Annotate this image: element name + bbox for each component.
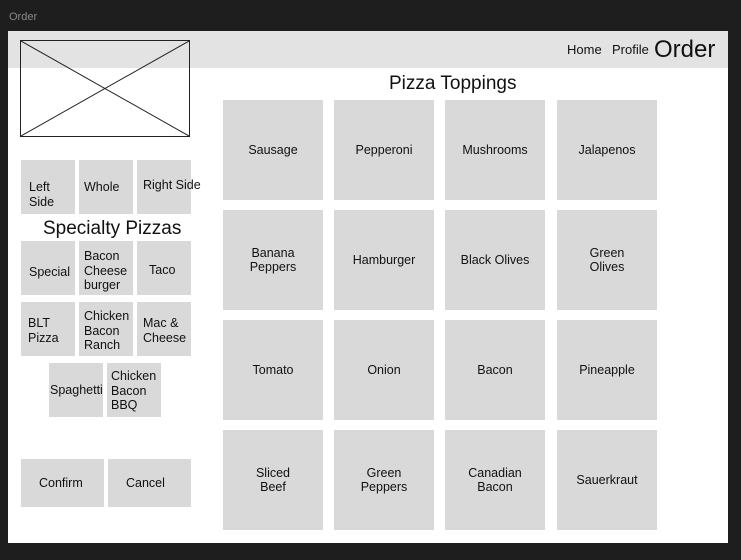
whole-label: Whole <box>84 180 120 194</box>
page-title: Order <box>654 36 716 63</box>
nav-home-link[interactable]: Home <box>567 42 602 57</box>
specialty-chicken-bacon-bbq-button[interactable] <box>107 363 161 417</box>
specialty-item-label: Chicken Bacon Ranch <box>84 309 130 352</box>
specialty-taco-button[interactable] <box>137 241 191 295</box>
order-page <box>8 31 728 543</box>
topping-pepperoni[interactable]: Pepperoni <box>334 100 434 200</box>
topping-pineapple[interactable]: Pineapple <box>557 320 657 420</box>
topping-mushrooms[interactable]: Mushrooms <box>445 100 545 200</box>
specialty-chicken-bacon-ranch-button[interactable] <box>79 302 133 356</box>
topping-black-olives[interactable]: Black Olives <box>445 210 545 310</box>
topping-green-olives[interactable]: Green Olives <box>557 210 657 310</box>
topping-sausage[interactable]: Sausage <box>223 100 323 200</box>
specialty-item-label: Mac & Cheese <box>143 316 187 345</box>
topping-green-peppers[interactable]: Green Peppers <box>334 430 434 530</box>
specialty-item-label: Chicken Bacon BBQ <box>111 369 157 412</box>
nav-profile-link[interactable]: Profile <box>612 42 649 57</box>
cancel-button[interactable] <box>108 459 191 507</box>
specialty-item-label: Special <box>29 265 70 279</box>
right-side-label: Right Side <box>143 178 201 192</box>
right-side-button[interactable] <box>137 160 201 214</box>
specialty-mac-cheese-button[interactable] <box>137 302 191 356</box>
topping-jalapenos[interactable]: Jalapenos <box>557 100 657 200</box>
left-side-label: Left Side <box>29 180 55 209</box>
specialty-pizzas-heading: Specialty Pizzas <box>43 218 182 239</box>
pizza-toppings-heading: Pizza Toppings <box>389 73 517 94</box>
topping-onion[interactable]: Onion <box>334 320 434 420</box>
specialty-blt-pizza-button[interactable] <box>21 302 75 356</box>
topping-tomato[interactable]: Tomato <box>223 320 323 420</box>
topping-bacon[interactable]: Bacon <box>445 320 545 420</box>
topping-canadian-bacon[interactable]: Canadian Bacon <box>445 430 545 530</box>
specialty-item-label: Spaghetti <box>50 383 103 397</box>
topping-hamburger[interactable]: Hamburger <box>334 210 434 310</box>
cancel-label: Cancel <box>126 476 165 490</box>
specialty-bacon-cheeseburger-button[interactable] <box>79 241 133 295</box>
topping-sliced-beef[interactable]: Sliced Beef <box>223 430 323 530</box>
topping-sauerkraut[interactable]: Sauerkraut <box>557 430 657 530</box>
specialty-item-label: BLT Pizza <box>28 316 59 345</box>
image-placeholder <box>20 40 190 137</box>
confirm-label: Confirm <box>39 476 83 490</box>
frame-title: Order <box>9 11 38 23</box>
specialty-special-button[interactable] <box>21 241 75 295</box>
whole-button[interactable] <box>79 160 133 214</box>
specialty-item-label: Taco <box>149 263 176 277</box>
left-side-button[interactable] <box>21 160 75 214</box>
specialty-item-label: Bacon Cheese burger <box>84 249 128 292</box>
specialty-spaghetti-button[interactable] <box>49 363 103 417</box>
confirm-button[interactable] <box>21 459 104 507</box>
topping-banana-peppers[interactable]: Banana Peppers <box>223 210 323 310</box>
